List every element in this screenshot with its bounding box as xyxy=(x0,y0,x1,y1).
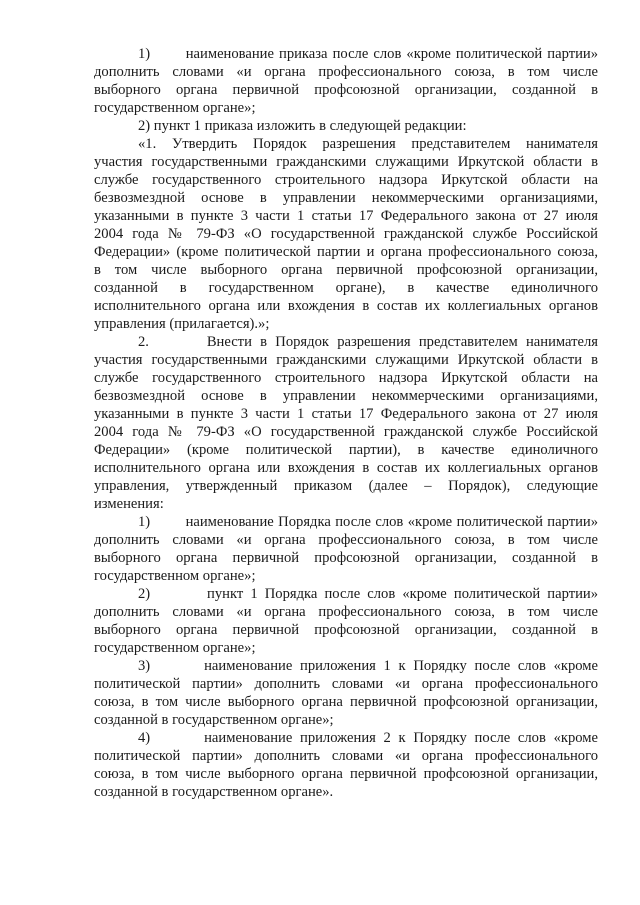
text-line: службе государственного строительного надзора Иркутской области на xyxy=(94,172,598,188)
text-line: дополнить словами «и органа профессионального союза, в том числе xyxy=(94,532,598,548)
text-line: управления (прилагается).»; xyxy=(94,316,270,332)
text-line: исполнительного органа или вхождения в состав их коллегиальных органов xyxy=(94,460,598,476)
text-line: 3) наименование приложения 1 к Порядку после слов «кроме xyxy=(138,658,598,674)
text-line: политической партии» дополнить словами «и органа профессионального xyxy=(94,676,598,692)
text-line: безвозмездной основе в управлении некоммерческими организациями, xyxy=(94,190,598,206)
text-line: политической партии» дополнить словами «и органа профессионального xyxy=(94,748,598,764)
text-line: созданной в государственном органе), в качестве единоличного xyxy=(94,280,598,296)
text-line: государственном органе»; xyxy=(94,640,256,656)
text-line: союза, в том числе выборного органа первичной профсоюзной организации, xyxy=(94,694,598,710)
text-line: созданной в государственном органе». xyxy=(94,784,334,800)
text-line: безвозмездной основе в управлении некоммерческими организациями, xyxy=(94,388,598,404)
text-line: дополнить словами «и органа профессионального союза, в том числе xyxy=(94,64,598,80)
text-line: союза, в том числе выборного органа первичной профсоюзной организации, xyxy=(94,766,598,782)
text-line: 2004 года № 79-ФЗ «О государственной гражданской службе Российской xyxy=(94,424,598,440)
text-line: выборного органа первичной профсоюзной организации, созданной в xyxy=(94,550,598,566)
text-line: 2) пункт 1 Порядка после слов «кроме политической партии» xyxy=(138,586,598,602)
text-line: службе государственного строительного надзора Иркутской области на xyxy=(94,370,598,386)
text-line: указанными в пункте 3 части 1 статьи 17 Федерального закона от 27 июля xyxy=(94,208,598,224)
text-line: Федерации» (кроме политической партии), в качестве единоличного xyxy=(94,442,598,458)
text-line: выборного органа первичной профсоюзной организации, созданной в xyxy=(94,622,598,638)
text-line: исполнительного органа или вхождения в состав их коллегиальных органов xyxy=(94,298,598,314)
text-line: дополнить словами «и органа профессионального союза, в том числе xyxy=(94,604,598,620)
text-line: 2. Внести в Порядок разрешения представителем нанимателя xyxy=(138,334,598,350)
text-line: государственном органе»; xyxy=(94,568,256,584)
text-line: указанными в пункте 3 части 1 статьи 17 Федерального закона от 27 июля xyxy=(94,406,598,422)
text-line: 2004 года № 79-ФЗ «О государственной гражданской службе Российской xyxy=(94,226,598,242)
text-line: управления, утвержденный приказом (далее – Порядок), следующие xyxy=(94,478,598,494)
text-line: изменения: xyxy=(94,496,164,512)
text-line: 1) наименование Порядка после слов «кроме политической партии» xyxy=(138,514,598,530)
text-line: выборного органа первичной профсоюзной организации, созданной в xyxy=(94,82,598,98)
text-line: в том числе выборного органа первичной профсоюзной организации, xyxy=(94,262,598,278)
text-line: 2) пункт 1 приказа изложить в следующей редакции: xyxy=(138,118,467,134)
text-line: 1) наименование приказа после слов «кроме политической партии» xyxy=(138,46,598,62)
text-line: государственном органе»; xyxy=(94,100,256,116)
text-line: созданной в государственном органе»; xyxy=(94,712,334,728)
text-line: участия государственными гражданскими служащими Иркутской области в xyxy=(94,154,598,170)
text-line: «1. Утвердить Порядок разрешения представителем нанимателя xyxy=(138,136,598,152)
text-line: Федерации» (кроме политической партии и органа профессионального союза, xyxy=(94,244,598,260)
text-line: участия государственными гражданскими служащими Иркутской области в xyxy=(94,352,598,368)
text-line: 4) наименование приложения 2 к Порядку после слов «кроме xyxy=(138,730,598,746)
